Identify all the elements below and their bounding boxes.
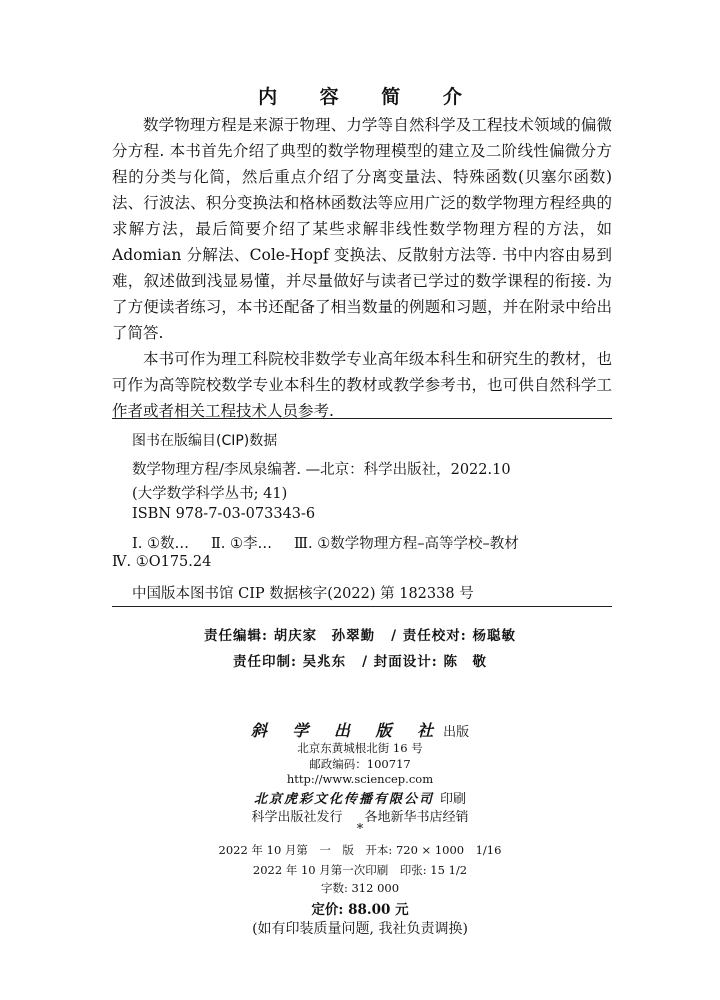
staff-line-production xyxy=(0,650,720,670)
cip-series-line: (大学数学科学丛书; 41) xyxy=(132,486,288,502)
page-title: 内 容 简 介 xyxy=(258,86,480,108)
publisher-logotype: 斜 学 出 版 社 xyxy=(250,721,444,740)
publisher-website: http://www.sciencep.com xyxy=(286,772,434,786)
cip-record-line: 中国版本图书馆 CIP 数据核字(2022) 第 182338 号 xyxy=(132,586,474,602)
cip-top-divider xyxy=(112,418,612,419)
cip-heading: 图书在版编目(CIP)数据 xyxy=(132,433,278,449)
publisher-postcode: 邮政编码：100717 xyxy=(309,757,411,771)
print-run-line: 2022 年 10 月第一次印刷 印张: 15 1/2 xyxy=(252,863,468,877)
cip-class-2: Ⅱ. ①李… xyxy=(210,536,273,552)
cover-design: / 封面设计: 陈 敬 xyxy=(362,654,487,670)
cip-isbn-line: ISBN 978-7-03-073343-6 xyxy=(132,506,316,522)
word-count: 字数: 312 000 xyxy=(320,881,400,895)
cip-classification-line xyxy=(132,532,519,553)
cip-class-1: Ⅰ. ①数… xyxy=(132,536,189,552)
separator-star: * xyxy=(356,822,364,837)
responsible-printing: 责任印制: 吴兆东 xyxy=(232,654,347,670)
responsible-editors: 责任编辑: 胡庆家 孙翠勤 xyxy=(203,628,376,644)
cip-book-line: 数学物理方程/李凤泉编著. —北京：科学出版社，2022.10 xyxy=(132,462,511,478)
cip-class-3: Ⅲ. ①数学物理方程–高等学校–教材 xyxy=(294,536,519,552)
printer-line xyxy=(0,788,720,807)
printer-name: 北京虎彩文化传播有限公司 xyxy=(253,792,434,807)
publisher-line xyxy=(0,718,720,741)
distributor: 科学出版社发行 xyxy=(251,810,343,825)
printer-suffix: 印刷 xyxy=(440,792,467,807)
edition-line: 2022 年 10 月第 一 版 开本: 720 × 1000 1/16 xyxy=(218,843,502,857)
summary-paragraph-2: 本书可作为理工科院校非数学专业高年级本科生和研究生的教材，也可作为高等院校数学专业本科生的教材或教学参考书，也可供自然科学工作者或者相关工程技术人员参考. xyxy=(112,350,612,420)
responsible-proofreader: / 责任校对: 杨聪敏 xyxy=(391,628,516,644)
staff-line-editors xyxy=(0,624,720,644)
publisher-address: 北京东黄城根北街 16 号 xyxy=(297,741,423,755)
publisher-suffix: 出版 xyxy=(443,725,470,740)
summary-paragraph-1: 数学物理方程是来源于物理、力学等自然科学及工程技术领域的偏微分方程. 本书首先介绍了典型的数学物理模型的建立及二阶线性偏微分方程的分类与化简，然后重点介绍了分离变量法、特殊函数(贝塞尔函数)法、行波法、积分变换法和格林函数法等应用广泛的数学物理方程经典的求解方法，最后简要介绍了某些求解非线性数学物理方程的方法，如 Adomian 分解法、Cole-Hopf 变换法、反散射方法等. 书中内容由易到难，叙述做到浅显易懂，并尽量做好与读者已学过的数学课程的衔接. 为了方便读者练习，本书还配备了相当数量的例题和习题，并在附录中给出了简答. xyxy=(112,116,612,342)
quality-note: (如有印装质量问题, 我社负责调换) xyxy=(252,921,468,937)
retailer: 各地新华书店经销 xyxy=(364,810,469,825)
content-summary xyxy=(112,112,612,424)
cip-class-4: Ⅳ. ①O175.24 xyxy=(112,554,212,570)
cip-bottom-divider xyxy=(112,606,612,607)
price: 定价: 88.00 元 xyxy=(311,902,409,918)
